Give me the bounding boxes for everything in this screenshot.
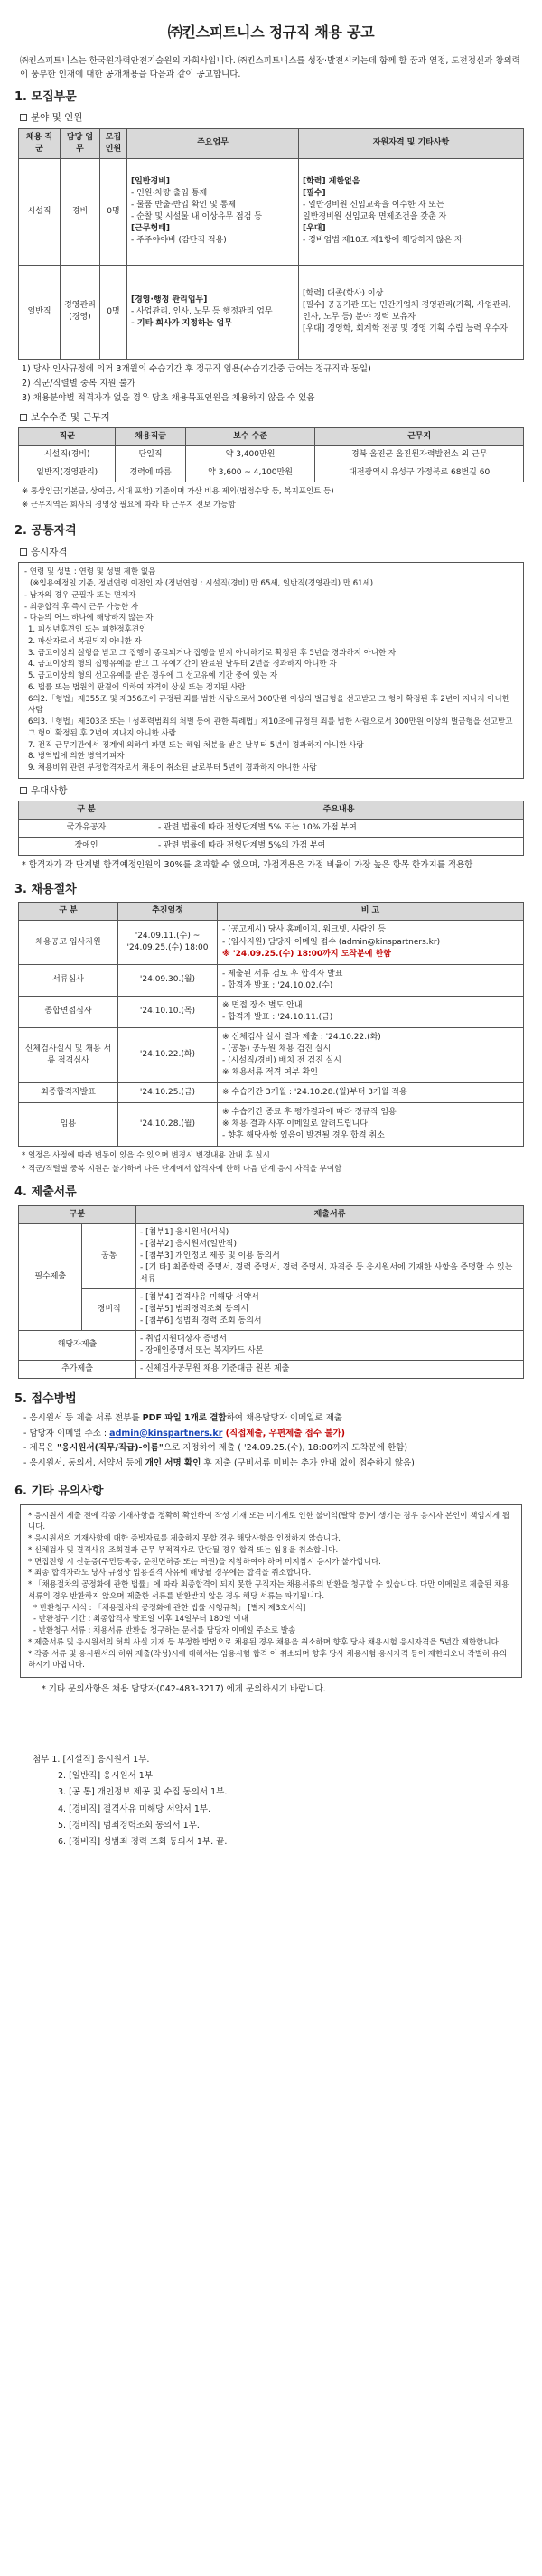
table-row: 경비직 - [첨부4] 결격사유 미해당 서약서 - [첨부5] 범죄경력조회 동의서 - [첨부6] 성범죄 경력 조회 동의서 — [19, 1288, 524, 1330]
table-header: 구 분 — [19, 903, 118, 921]
table-header: 모집 인원 — [100, 128, 127, 158]
subheading-positions: 분야 및 인원 — [20, 111, 528, 125]
table-row: 서류심사 '24.09.30.(월) - 제출된 서류 검토 후 합격자 발표 - 합격자 발표 : '24.10.02.(수) — [19, 964, 524, 996]
list-item: 2. [일반직] 응시원서 1부. — [58, 1771, 156, 1782]
section-heading-4: 4. 제출서류 — [14, 1185, 77, 1199]
square-bullet-icon — [20, 414, 27, 421]
list-item: 4. [경비직] 결격사유 미해당 서약서 1부. — [58, 1803, 211, 1814]
schedule-table — [18, 902, 524, 1147]
pay-note: ※ 통상임금(기본급, 상여금, 식대 포함) 기준이며 가산 비용 제외(법정수당 등, 복지포인트 등) — [22, 486, 334, 496]
position-note: 3) 채용분야별 적격자가 없을 경우 당초 채용목표인원을 채용하지 않을 수 있음 — [22, 393, 315, 404]
table-row: 해당자제출 - 취업지원대상자 증명서 - 장애인증명서 또는 복지카드 사본 — [19, 1330, 524, 1360]
table-row: 일반직 경영관리 (경영) 0명 [경영·행정 관리업무] - 사업관리, 인사, 노무 등 행정관리 업무 - 기타 회사가 지정하는 업무 [학력] 대졸(학사) 이상 [필수] 공공기관 또는 민간기업체 경영관리(기획, 사업관리, 인사, 노무 등) 분야 경력 보유자 [우대] 경영학, 회계학 전공 및 경영 기획 수립 능력 우수자 — [19, 265, 524, 359]
table-row: 시설직 경비 0명 [일반경비] - 인원·차량 출입 통제 - 물품 반출·반입 확인 및 통제 - 순찰 및 시설물 내 이상유무 점검 등 [근무형태] - 주주야야비 (감단직 적용) [학력] 제한없음 [필수] - 일반경비원 신임교육을 이수한 자 또는 일반경비원 신임교육 면제조건을 갖춘 자 [우대] - 경비업법 제10조 제1항에 해당하지 않은 자 — [19, 158, 524, 265]
subheading-pay: 보수수준 및 근무지 — [20, 411, 528, 425]
attachments-list — [33, 1752, 528, 1850]
submission-list — [23, 1412, 528, 1471]
table-row: 장애인 - 관련 법률에 따라 전형단계별 5%의 가점 부여 — [19, 838, 524, 856]
documents-table — [18, 1205, 524, 1380]
table-header: 근무지 — [315, 427, 524, 445]
preferences-table — [18, 801, 524, 856]
page-title: ㈜킨스피트니스 정규직 채용 공고 — [167, 23, 375, 41]
subheading-eligibility: 응시자격 — [20, 546, 528, 559]
section-heading-1: 1. 모집부문 — [14, 89, 77, 104]
table-header: 담당 업무 — [61, 128, 100, 158]
table-row: 종합면접심사 '24.10.10.(목) ※ 면접 장소 별도 안내 - 합격자 발표 : '24.10.11.(금) — [19, 996, 524, 1027]
table-header: 직군 — [19, 427, 116, 445]
section-heading-5: 5. 접수방법 — [14, 1392, 77, 1407]
list-item: 5. [경비직] 범죄경력조회 동의서 1부. — [58, 1820, 200, 1831]
notice-box: * 응시원서 제출 전에 각종 기재사항을 정확히 확인하여 작성 기재 또는 미기재로 인한 불이익(탈락 등)이 생기는 경우 응시자 본인이 책임지게 됩니다. * 응시원서의 기재사항에 대한 증빙자료를 제출하지 못할 경우 해당사항을 인정하지 않습니다. * 신체검사 및 결격사유 조회결과 근무 부적격자로 판단될 경우 합격 또는 임용을 취소합니다. * 면접전형 시 신분증(주민등록증, 운전면허증 또는 여권)을 지참하여야 하며 미지참시 응시가 불가합니다. * 최종 합격자라도 당사 규정상 임용결격 사유에 해당될 경우에는 합격을 취소합니다. * 「채용절차의 공정화에 관한 법률」에 따라 최종합격이 되지 못한 구직자는 채용서류의 반환을 청구할 수 있습니다. 다만 이메일로 제출된 채용서류의 경우 반환하지 않으며 제출한 서류를 반환받지 않은 경우 해당 서류는 파기됩니다. * 반환청구 서식 : 「채용절차의 공정화에 관한 법률 시행규칙」 [별지 제3호서식] - 반환청구 기간 : 최종합격자 발표일 이후 14일부터 180일 이내 - 반환청구 서류 : 채용서류 반환을 청구하는 문서를 담당자 이메일 주소로 발송 * 제출서류 및 응시원서의 허위 사실 기재 등 부정한 방법으로 채용된 경우 채용을 취소하며 향후 당사 채용시험 응시자격을 5년간 제한합니다. * 각종 서류 및 응시원서의 허위 제출(작성)시에 대해서는 임용시험 합격 이 취소되며 향후 당사 채용시험 응시자격 등이 제한되오니 각별히 유의하시기 바랍니다. — [20, 1504, 522, 1679]
table-header: 채용 직군 — [19, 128, 61, 158]
list-item: - 응시원서 등 제출 서류 전부를 PDF 파일 1개로 결합하여 채용담당자 이메일로 제출 — [23, 1412, 342, 1423]
square-bullet-icon — [20, 114, 27, 121]
list-item: 6. [경비직] 성범죄 경력 조회 동의서 1부. 끝. — [58, 1836, 228, 1847]
section-heading-2: 2. 공통자격 — [14, 524, 77, 539]
list-item: 3. [공 통] 개인정보 제공 및 수집 동의서 1부. — [58, 1787, 228, 1798]
list-item: - 제목은 "응시원서(직무/직급)-이름"으로 지정하여 제출 ( '24.09.25.(수), 18:00까지 도착분에 한함) — [23, 1443, 408, 1454]
section-heading-3: 3. 채용절차 — [14, 882, 77, 896]
position-note: 1) 당사 인사규정에 의거 3개월의 수습기간 후 정규직 임용(수습기간중 급여는 정규직과 동일) — [22, 363, 371, 374]
table-header: 비 고 — [218, 903, 524, 921]
preference-note: * 합격자가 각 단계별 합격예정인원의 30%를 초과할 수 없으며, 가점적용은 가점 비율이 가장 높은 항목 한가지를 적용함 — [22, 860, 473, 871]
table-header: 보수 수준 — [185, 427, 315, 445]
position-note: 2) 직군/직렬별 중복 지원 불가 — [22, 379, 136, 389]
list-item: - 담당자 이메일 주소 : admin@kinspartners.kr (직접제출, 우편제출 접수 불가) — [23, 1428, 346, 1438]
email-link[interactable]: admin@kinspartners.kr — [109, 1428, 223, 1438]
table-row: 채용공고 입사지원 '24.09.11.(수) ~ '24.09.25.(수) 18:00 - (공고게시) 당사 홈페이지, 워크넷, 사람인 등 - (입사지원) 담당자 이메일 접수 (admin@kinspartners.kr) ※ '24.09.25.(수) 18:00까지 도착분에 한함 — [19, 921, 524, 964]
square-bullet-icon — [20, 548, 27, 556]
table-row: 추가제출 - 신체검사공무원 채용 기준대금 원본 제출 — [19, 1361, 524, 1379]
contact-note: * 기타 문의사항은 채용 담당자(042-483-3217) 에게 문의하시기 바랍니다. — [42, 1684, 326, 1695]
subheading-preferences: 우대사항 — [20, 784, 528, 798]
schedule-note: * 일정은 사정에 따라 변동이 있을 수 있으며 변경시 변경내용 안내 후 실시 — [22, 1151, 270, 1161]
table-row: 필수제출 공통 - [첨부1] 응시원서(서식) - [첨부2] 응시원서(일반직) - [첨부3] 개인정보 제공 및 이용 동의서 - [기 타] 최종학력 증명서, 경력 증명서, 경력 증명서, 자격증 등 응시원서에 기재한 사항을 증명할 수 있는 서류 — [19, 1223, 524, 1288]
table-header: 구분 — [19, 1205, 136, 1223]
table-header: 추진일정 — [118, 903, 218, 921]
table-row: 국가유공자 - 관련 법률에 따라 전형단계별 5% 또는 10% 가점 부여 — [19, 820, 524, 838]
table-header: 주요업무 — [127, 128, 299, 158]
list-item: 첨부 1. [시설직] 응시원서 1부. — [33, 1755, 150, 1766]
pay-note: ※ 근무지역은 회사의 경영상 필요에 따라 타 근무지 전보 가능함 — [22, 500, 236, 510]
list-item: - 응시원서, 동의서, 서약서 등에 개인 서명 확인 후 제출 (구비서류 미비는 추가 안내 없이 접수하지 않음) — [23, 1458, 415, 1469]
table-header: 제출서류 — [136, 1205, 524, 1223]
pay-table — [18, 427, 524, 482]
table-row: 일반직(경영관리) 경력에 따름 약 3,600 ~ 4,100만원 대전광역시 유성구 가정북로 68번길 60 — [19, 464, 524, 482]
table-header: 채용직급 — [116, 427, 185, 445]
table-row: 임용 '24.10.28.(월) ※ 수습기간 종료 후 평가결과에 따라 정규직 임용 ※ 채용 결과 사후 이메일로 알려드립니다. - 향후 해당사항 있음이 발견될 경우 합격 취소 — [19, 1103, 524, 1147]
table-row: 시설직(경비) 단일직 약 3,400만원 경북 울진군 울진원자력발전소 외 근무 — [19, 445, 524, 464]
eligibility-box: - 연령 및 성별 : 연령 및 성별 제한 없음 (※임용예정일 기준, 정년연령 이전인 자 (정년연령 : 시설직(경비) 만 65세, 일반직(경영관리) 만 61세) - 남자의 경우 군필자 또는 면제자 - 최종합격 후 즉시 근무 가능한 자 - 다음의 어느 하나에 해당하지 않는 자 1. 피성년후견인 또는 피한정후견인 2. 파산자로서 복권되지 아니한 자 3. 금고이상의 실형을 받고 그 집행이 종료되거나 집행을 받지 아니하기로 확정된 후 5년을 경과하지 아니한 자 4. 금고이상의 형의 집행유예를 받고 그 유예기간이 완료된 날부터 2년을 경과하지 아니한 자 5. 금고이상의 형의 선고유예를 받은 경우에 그 선고유예 기간 중에 있는 자 6. 법률 또는 법원의 판결에 의하여 자격이 상실 또는 정지된 사람 6의2.「형법」제355조 및 제356조에 규정된 죄를 범한 사람으로서 300만원 이상의 벌금형을 선고받고 그 형이 확정된 후 2년이 지나지 아니한 사람 6의3.「형법」제303조 또는「성폭력범죄의 처벌 등에 관한 특례법」제10조에 규정된 죄를 범한 사람으로서 300만원 이상의 벌금형을 선고받고 그 형이 확정된 후 2년이 지나지 아니한 사람 7. 전직 근무기관에서 징계에 의하여 파면 또는 해임 처분을 받은 날부터 5년이 경과하지 아니한 사람 8. 병역법에 의한 병역기피자 9. 채용비위 관련 부정합격자로서 채용이 취소된 날로부터 5년이 경과하지 아니한 사람 — [18, 562, 524, 779]
section-heading-6: 6. 기타 유의사항 — [14, 1484, 104, 1498]
table-row: 신체검사실시 및 채용 서류 적격심사 '24.10.22.(화) ※ 신체검사 실시 결과 제출 : '24.10.22.(화) - (공통) 공무원 채용 검진 실시 - (시설직/경비) 배치 전 검진 실시 ※ 채용서류 적격 여부 확인 — [19, 1027, 524, 1082]
schedule-note: * 직군/직렬별 중복 지원은 불가하며 다른 단계에서 합격자에 한해 다음 단계 응시 자격을 부여함 — [22, 1164, 342, 1174]
table-header: 자원자격 및 기타사항 — [299, 128, 524, 158]
positions-table — [18, 128, 524, 360]
table-header: 구 분 — [19, 801, 154, 820]
intro-paragraph: ㈜킨스피트니스는 한국원자력안전기술원의 자회사입니다. ㈜킨스피트니스를 성장·발전시키는데 함께 할 꿈과 열정, 도전정신과 창의력이 풍부한 인재에 대한 공개채용을 다음과 같이 공고합니다. — [20, 56, 520, 80]
table-row: 최종합격자발표 '24.10.25.(금) ※ 수습기간 3개월 : '24.10.28.(월)부터 3개월 적용 — [19, 1082, 524, 1102]
table-header: 주요내용 — [154, 801, 524, 820]
square-bullet-icon — [20, 787, 27, 794]
